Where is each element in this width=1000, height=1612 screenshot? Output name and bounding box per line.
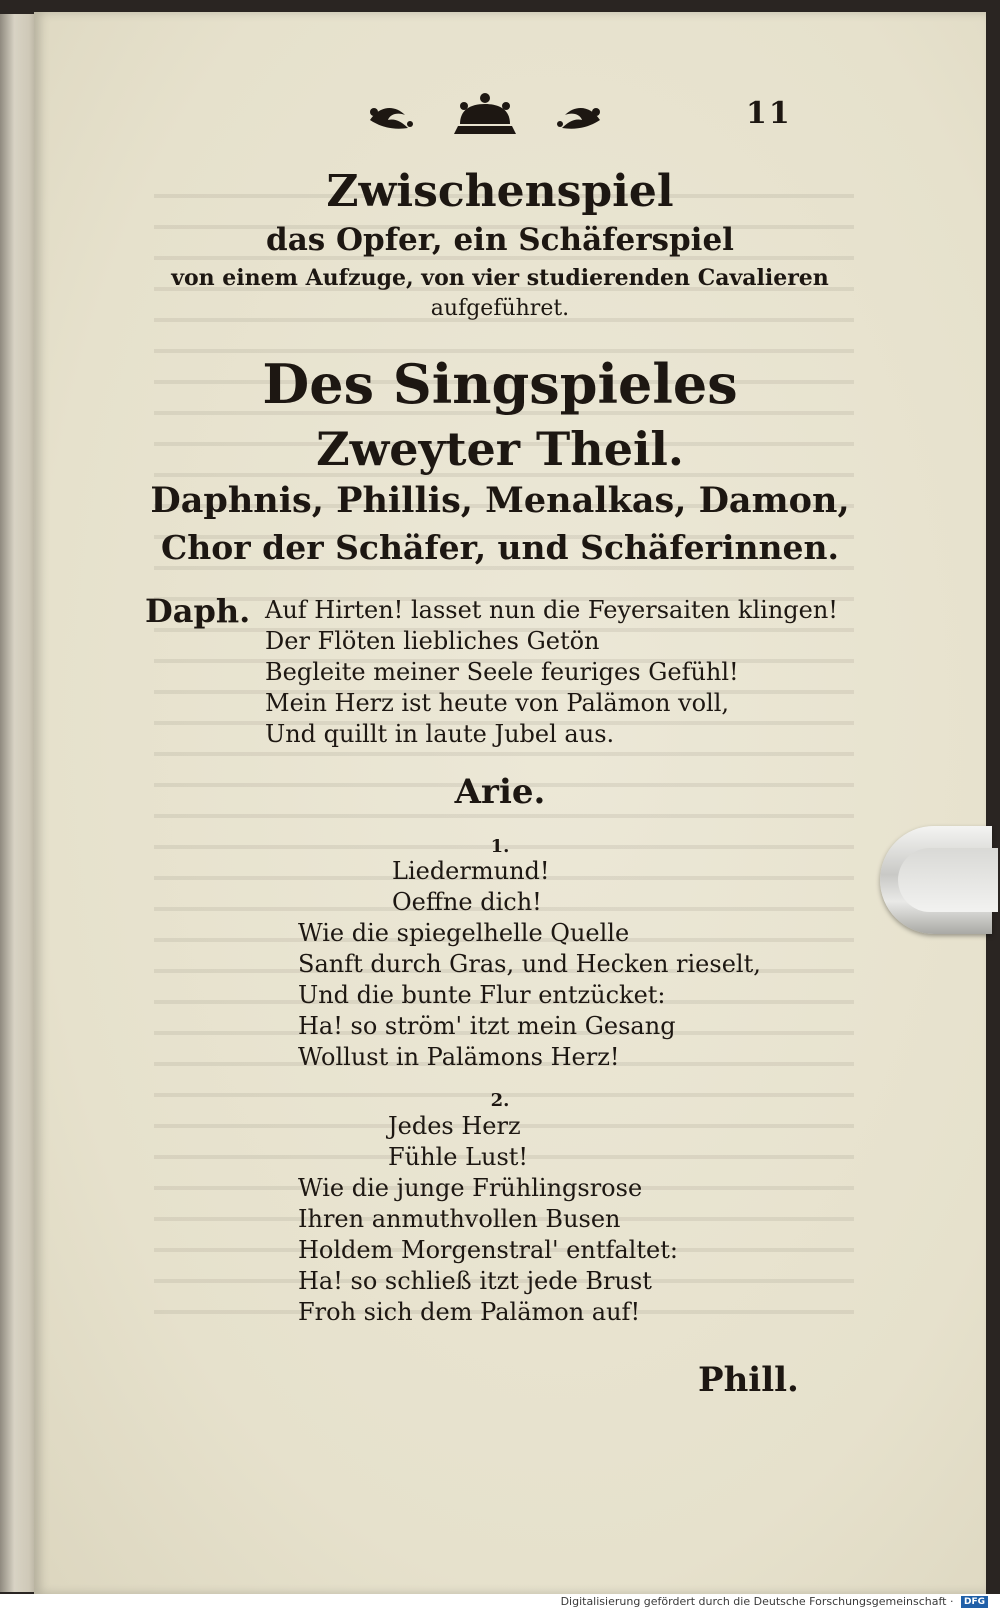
dramatis-personae-line-1: Daphnis, Phillis, Menalkas, Damon, (150, 480, 850, 521)
recitative-line: Begleite meiner Seele feuriges Gefühl! (265, 658, 739, 686)
aria-line: Holdem Morgenstral' entfaltet: (298, 1236, 678, 1264)
performance-note-line-2: aufgeführet. (430, 296, 570, 321)
speaker-name: Daph. (145, 592, 251, 630)
part-title: Des Singspieles (262, 352, 738, 416)
page-number: 11 (746, 96, 792, 131)
performance-note-line-1: von einem Aufzuge, von vier studierenden Cavalieren (171, 265, 829, 291)
aria-line: Und die bunte Flur entzücket: (298, 981, 666, 1009)
aria-line: Oeffne dich! (392, 888, 542, 916)
dfg-logo-icon: DFG (961, 1596, 988, 1608)
recitative-line: Auf Hirten! lasset nun die Feyersaiten klingen! (265, 596, 838, 624)
aria-line: Froh sich dem Palämon auf! (298, 1298, 641, 1326)
page-title: Zwischenspiel (326, 166, 674, 217)
aria-line: Wie die junge Frühlingsrose (298, 1174, 643, 1202)
recitative-line: Und quillt in laute Jubel aus. (265, 720, 615, 748)
dfg-credit-text: Digitalisierung gefördert durch die Deutsche Forschungsgemeinschaft · (560, 1595, 954, 1608)
aria-line: Sanft durch Gras, und Hecken rieselt, (298, 950, 761, 978)
aria-line: Ha! so schließ itzt jede Brust (298, 1267, 652, 1295)
aria-line: Liedermund! (392, 857, 550, 885)
dfg-credit (557, 1594, 992, 1610)
catchword: Phill. (698, 1360, 799, 1400)
aria-line: Ha! so ström' itzt mein Gesang (298, 1012, 676, 1040)
recitative-line: Mein Herz ist heute von Palämon voll, (265, 689, 730, 717)
aria-line: Wie die spiegelhelle Quelle (298, 919, 630, 947)
stanza-number: 2. (490, 1090, 510, 1111)
dramatis-personae-line-2: Chor der Schäfer, und Schäferinnen. (161, 528, 839, 567)
aria-line: Jedes Herz (388, 1112, 521, 1140)
aria-line: Fühle Lust! (388, 1143, 529, 1171)
aria-line: Wollust in Palämons Herz! (298, 1043, 620, 1071)
aria-heading: Arie. (454, 772, 546, 812)
head-ornament (360, 90, 610, 140)
subtitle: das Opfer, ein Schäferspiel (266, 222, 734, 258)
part-number: Zweyter Theil. (316, 422, 684, 476)
aria-line: Ihren anmuthvollen Busen (298, 1205, 621, 1233)
recitative-line: Der Flöten liebliches Getön (265, 627, 600, 655)
stanza-number: 1. (490, 836, 510, 857)
